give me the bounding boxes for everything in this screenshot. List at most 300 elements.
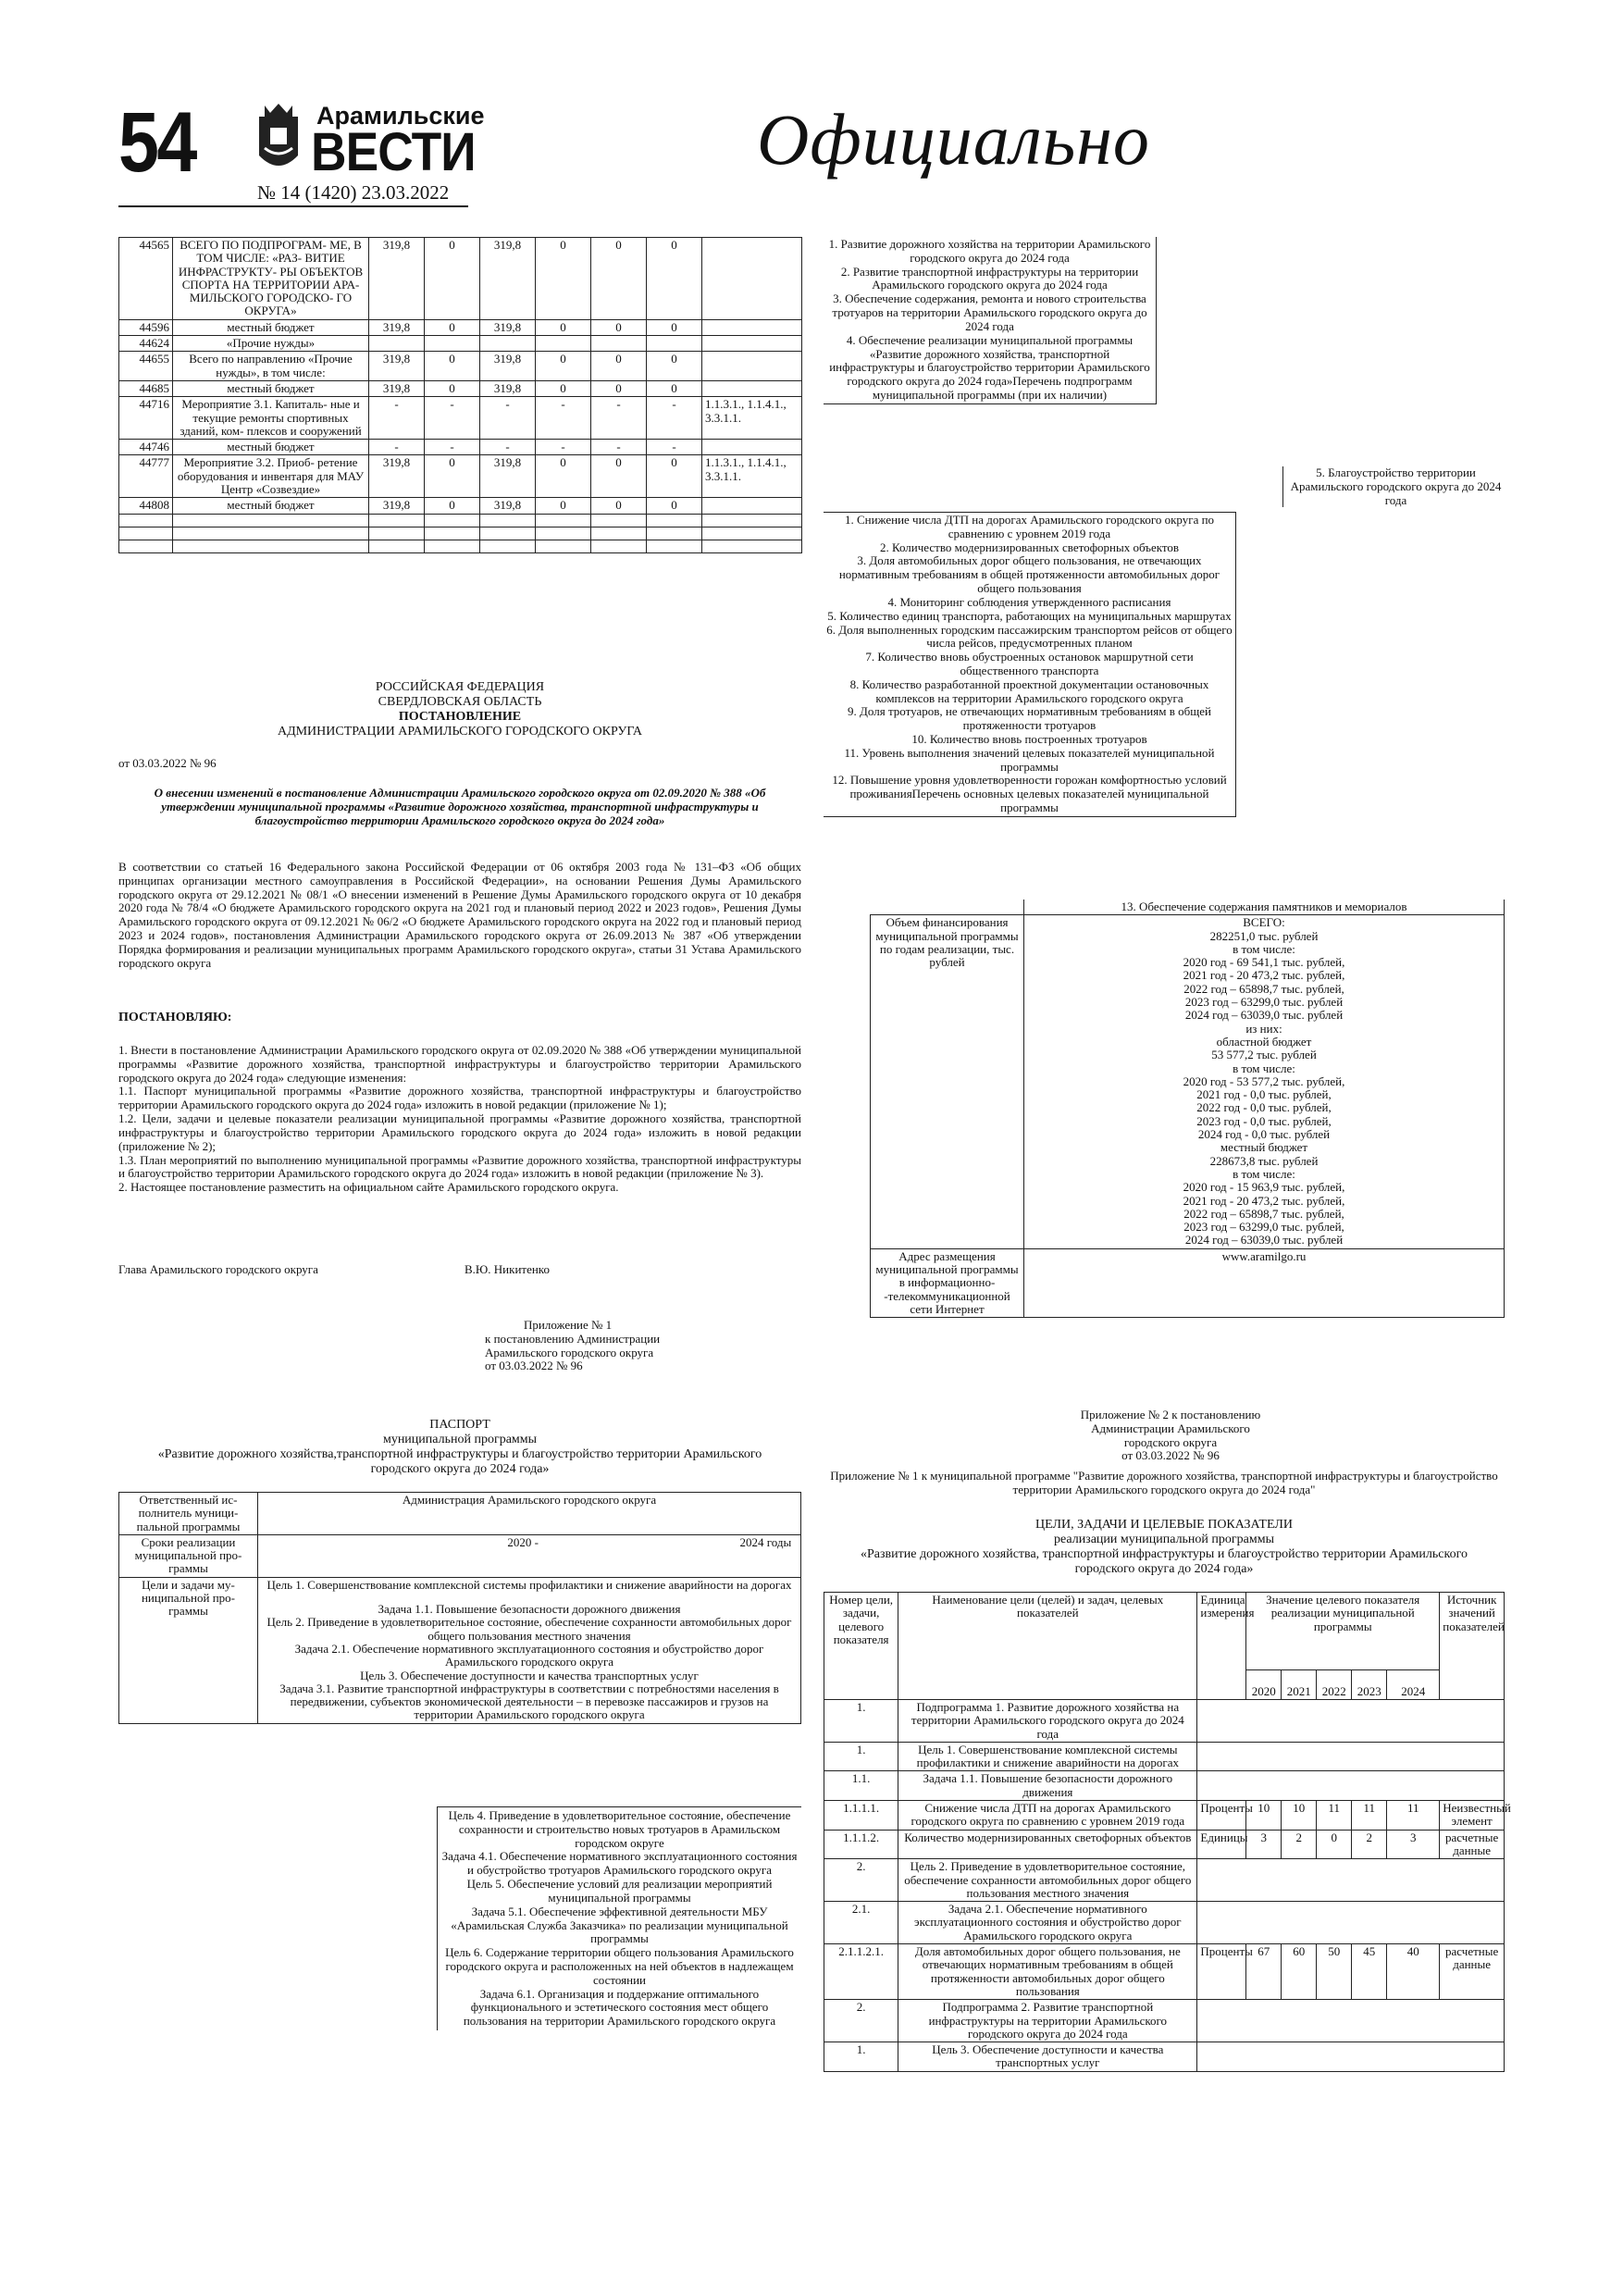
period-value: [258, 1534, 801, 1577]
budget-value-cell: [425, 336, 480, 352]
resolution-item: 1.2. Цели, задачи и целевые показатели реализации муниципальной программы «Развитие дорожного хозяйства, транспортной инфраструктуры и благоустройство территории Арамильского городского округа до 2024 года» изложить в новой редакции (приложение № 2);: [118, 1111, 801, 1153]
period-to: 2024 годы: [739, 1534, 792, 1549]
funding-line: 2024 год – 63039,0 тыс. рублей: [1184, 1008, 1344, 1023]
goals-name-cell: Подпрограмма 1. Развитие дорожного хозяйства на территории Арамильского городского округа до 2024 года: [898, 1700, 1197, 1743]
funding-label: Объем финансирования муниципальной программы по годам реализации, тыс. рублей: [871, 915, 1024, 1248]
goals-label: Цели и задачи му- ниципальной про- граммы: [119, 1577, 258, 1723]
funding-line: в том числе:: [1233, 1166, 1295, 1181]
goals-value-cell: 2: [1282, 1830, 1317, 1859]
target-item: 3. Доля автомобильных дорог общего пользования, не отвечающих нормативным требованиям в общей протяженности автомобильных дорог общего пользования: [838, 553, 1220, 596]
budget-value-cell: -: [425, 440, 480, 455]
funding-line: 282251,0 тыс. рублей: [1209, 928, 1319, 943]
goals-name-cell: Количество модернизированных светофорных объектов: [898, 1830, 1197, 1859]
budget-value-cell: 319,8: [369, 498, 425, 514]
goals-empty-cell: [1197, 1771, 1505, 1801]
goal-line: Задача 2.1. Обеспечение нормативного эксплуатационного состояния и обустройство дорог Арамильского городского округа: [294, 1641, 764, 1669]
funding-line: 2023 год – 63299,0 тыс. рублей,: [1183, 1220, 1344, 1235]
goals-source-cell: расчетные данные: [1440, 1830, 1505, 1859]
col-name-header: Наименование цели (целей) и задач, целевых показателей: [898, 1593, 1197, 1700]
budget-value-cell: -: [369, 397, 425, 440]
budget-value-cell: 0: [591, 498, 647, 514]
budget-value-cell: [647, 514, 702, 527]
resolution-heading: [118, 680, 801, 739]
subprogram-item: 2. Развитие транспортной инфраструктуры на территории Арамильского городского округа до 2024 года: [840, 264, 1139, 292]
target-item: 7. Количество вновь обустроенных остановок маршрутной сети общественного транспорта: [865, 650, 1194, 677]
budget-value-cell: -: [647, 440, 702, 455]
budget-name-cell: [173, 514, 369, 527]
budget-value-cell: [536, 540, 591, 552]
budget-value-cell: [480, 336, 536, 352]
budget-value-cell: 319,8: [480, 352, 536, 381]
budget-code-cell: 44746: [119, 440, 173, 455]
funding-table-wrap: [870, 900, 1505, 1318]
signature-role: Глава Арамильского городского округа: [118, 1262, 318, 1276]
goals-value-cell: 0: [1317, 1830, 1352, 1859]
funding-row: [871, 1248, 1505, 1317]
goals-row: [824, 2000, 1505, 2042]
budget-value-cell: [702, 514, 802, 527]
year-header: 2022: [1317, 1670, 1352, 1700]
budget-value-cell: [647, 336, 702, 352]
col-values-header: Значение целевого показателя реализации муниципальной программы: [1246, 1593, 1440, 1670]
passport-row: [119, 1493, 801, 1535]
target-item: 4. Мониторинг соблюдения утвержденного расписания: [887, 594, 1171, 609]
goals-program: «Развитие дорожного хозяйства, транспортной инфраструктуры и благоустройство территории Арамильского городского округа до 2024 года»: [860, 1546, 1468, 1576]
budget-value-cell: 0: [591, 455, 647, 498]
funding-line: 53 577,2 тыс. рублей: [1211, 1048, 1317, 1062]
budget-name-cell: ВСЕГО ПО ПОДПРОГРАМ- МЕ, В ТОМ ЧИСЛЕ: «РАЗ- ВИТИЕ ИНФРАСТРУКТУ- РЫ ОБЪЕКТОВ СПОРТА НА ТЕРРИТОРИИ АРА- МИЛЬСКОГО ГОРОДСКО- ГО ОКРУГА»: [173, 238, 369, 320]
budget-row: [119, 455, 802, 498]
goals-row: [824, 1859, 1505, 1902]
goals-num-cell: 1.: [824, 1742, 898, 1771]
budget-value-cell: 0: [425, 498, 480, 514]
goals-row: [824, 1902, 1505, 1944]
funding-line: 228673,8 тыс. рублей: [1209, 1153, 1319, 1168]
budget-value-cell: [702, 380, 802, 396]
goals-name-cell: Снижение числа ДТП на дорогах Арамильского городского округа по сравнению с уровнем 2019 года: [898, 1801, 1197, 1831]
passport-row: [119, 1534, 801, 1577]
budget-value-cell: [536, 527, 591, 540]
funding-line: 2020 год - 15 963,9 тыс. рублей,: [1183, 1180, 1345, 1195]
budget-value-cell: [369, 527, 425, 540]
goal-line: Задача 5.1. Обеспечение эффективной деятельности МБУ «Арамильская Служба Заказчика» по реализации муниципальной программы: [451, 1904, 788, 1946]
budget-value-cell: [591, 336, 647, 352]
budget-value-cell: 0: [647, 238, 702, 320]
appendix1-line: от 03.03.2022 № 96: [485, 1359, 583, 1373]
budget-value-cell: 319,8: [369, 380, 425, 396]
budget-value-cell: 0: [536, 238, 591, 320]
appendix2-line: Приложение № 2 к постановлению: [1080, 1408, 1261, 1421]
goal-line: Цель 4. Приведение в удовлетворительное состояние, обеспечение сохранности и строительство новых тротуаров в Арамильском городском округе: [448, 1808, 791, 1850]
budget-value-cell: 319,8: [480, 498, 536, 514]
budget-code-cell: [119, 514, 173, 527]
budget-value-cell: 0: [647, 455, 702, 498]
target-item: 1. Снижение числа ДТП на дорогах Арамильского городского округа по сравнению с уровнем 2019 года: [844, 513, 1215, 540]
goals-name-cell: Подпрограмма 2. Развитие транспортной инфраструктуры на территории Арамильского городского округа до 2024 года: [898, 2000, 1197, 2042]
goals-num-cell: 2.: [824, 1859, 898, 1902]
budget-name-cell: [173, 527, 369, 540]
budget-value-cell: 0: [591, 319, 647, 335]
col-unit-header: Единица измерения: [1197, 1593, 1246, 1700]
target-item: 6. Доля выполненных городским пассажирским транспортом рейсов от общего числа рейсов, предусмотренных планом: [826, 622, 1233, 651]
goal-line: Цель 6. Содержание территории общего пользования Арамильского городского округа и расположенных на ней объектов в надлежащем состоянии: [445, 1945, 794, 1987]
goal-line: Задача 1.1. Повышение безопасности дорожного движения: [378, 1602, 681, 1617]
budget-value-cell: [591, 527, 647, 540]
passport-title: ПАСПОРТ: [429, 1418, 490, 1432]
goals-name-cell: Доля автомобильных дорог общего пользования, не отвечающих нормативным требованиям в общей протяженности автомобильных дорог общего пользования: [898, 1944, 1197, 2000]
funding-line: областной бюджет: [1216, 1034, 1312, 1049]
goals-empty-cell: [1197, 1742, 1505, 1771]
budget-value-cell: [702, 498, 802, 514]
target-item: 5. Количество единиц транспорта, работающих на муниципальных маршрутах: [827, 608, 1232, 623]
budget-value-cell: [702, 352, 802, 381]
target-item: 10. Количество вновь построенных тротуаров: [911, 732, 1147, 746]
goals-value-cell: 40: [1387, 1944, 1440, 2000]
goals-value-cell: 10: [1282, 1801, 1317, 1831]
passport-heading: [118, 1418, 801, 1477]
subprogram-item: 4. Обеспечение реализации муниципальной программы «Развитие дорожного хозяйства, транспортной инфраструктуры и благоустройство территории Арамильского городского округа до 2024 года»Перечень подпрограмм муниципальной программы (при их наличии): [829, 332, 1150, 402]
funding-line: из них:: [1245, 1021, 1282, 1036]
goals-num-cell: 2.1.: [824, 1902, 898, 1944]
goals-table-wrap: [824, 1592, 1511, 2072]
funding-line: 2022 год – 65898,7 тыс. рублей,: [1183, 1206, 1344, 1221]
budget-value-cell: -: [480, 440, 536, 455]
budget-row: [119, 352, 802, 381]
budget-value-cell: [591, 540, 647, 552]
goals-value-cell: 10: [1246, 1801, 1282, 1831]
budget-value-cell: 0: [536, 455, 591, 498]
budget-code-cell: 44624: [119, 336, 173, 352]
goals-num-cell: 2.: [824, 2000, 898, 2042]
appendix1-line: Приложение № 1: [524, 1318, 613, 1332]
budget-code-cell: [119, 527, 173, 540]
goals-num-cell: 1.: [824, 2042, 898, 2072]
budget-value-cell: [425, 527, 480, 540]
funding-line: 2022 год - 0,0 тыс. рублей,: [1196, 1100, 1332, 1115]
budget-value-cell: 319,8: [480, 319, 536, 335]
budget-value-cell: 0: [536, 319, 591, 335]
subprogram-5: 5. Благоустройство территории Арамильского городского округа до 2024 года: [1282, 466, 1505, 507]
target-item: 9. Доля тротуаров, не отвечающих нормативным требованиям в общей протяженности тротуаров: [848, 704, 1211, 733]
goals-value-cell: 3: [1246, 1830, 1282, 1859]
logo-main-text: ВЕСТИ: [311, 122, 476, 182]
budget-value-cell: [647, 527, 702, 540]
budget-name-cell: Всего по направлению «Прочие нужды», в том числе:: [173, 352, 369, 381]
goals-title: ЦЕЛИ, ЗАДАЧИ И ЦЕЛЕВЫЕ ПОКАЗАТЕЛИ: [1035, 1518, 1293, 1532]
budget-code-cell: 44716: [119, 397, 173, 440]
resolution-item: 1.3. План мероприятий по выполнению муниципальной программы «Развитие дорожного хозяйства, транспортной инфраструктуры и благоустройство территории Арамильского городского округа до 2024 года» изложить в новой редакции (приложение № 3).: [118, 1152, 801, 1181]
budget-value-cell: 0: [647, 319, 702, 335]
col-num-header: Номер цели, задачи, целевого показателя: [824, 1593, 898, 1700]
budget-code-cell: [119, 540, 173, 552]
region: СВЕРДЛОВСКАЯ ОБЛАСТЬ: [378, 694, 542, 709]
goals-value-cell: 45: [1352, 1944, 1387, 2000]
address-value: www.aramilgo.ru: [1024, 1248, 1505, 1317]
year-header: 2021: [1282, 1670, 1317, 1700]
goals-source-cell: расчетные данные: [1440, 1944, 1505, 2000]
budget-value-cell: -: [591, 397, 647, 440]
goals-num-cell: 1.: [824, 1700, 898, 1743]
budget-row: [119, 540, 802, 552]
budget-value-cell: -: [536, 440, 591, 455]
goals-num-cell: 1.1.1.1.: [824, 1801, 898, 1831]
goals-name-cell: Цель 2. Приведение в удовлетворительное состояние, обеспечение сохранности автомобильных дорог общего пользования местного значения: [898, 1859, 1197, 1902]
subprograms-box: [824, 237, 1157, 404]
goals-name-cell: Задача 2.1. Обеспечение нормативного эксплуатационного состояния и обустройство дорог Арамильского городского округа: [898, 1902, 1197, 1944]
funding-table: [870, 900, 1505, 1318]
targets-box: [824, 512, 1236, 817]
budget-name-cell: «Прочие нужды»: [173, 336, 369, 352]
year-header: 2024: [1387, 1670, 1440, 1700]
budget-value-cell: [591, 514, 647, 527]
goal-line: Цель 1. Совершенствование комплексной системы профилактики и снижение аварийности на дорогах: [266, 1577, 792, 1592]
budget-value-cell: 319,8: [480, 380, 536, 396]
goals-row: [824, 1801, 1505, 1831]
budget-value-cell: [480, 527, 536, 540]
goals-header-row: [824, 1593, 1505, 1670]
budget-value-cell: 319,8: [369, 352, 425, 381]
goals-num-cell: 2.1.1.2.1.: [824, 1944, 898, 2000]
appendix2-line: от 03.03.2022 № 96: [1121, 1448, 1220, 1463]
executor-label: Ответственный ис- полнитель муници- пальной программы: [119, 1493, 258, 1535]
goals-empty-cell: [1197, 2042, 1505, 2072]
goals-value-cell: 11: [1317, 1801, 1352, 1831]
decree-word: ПОСТАНОВЛЯЮ:: [118, 1011, 232, 1024]
goals-unit-cell: Единицы: [1197, 1830, 1246, 1859]
resolution-items: [118, 1044, 801, 1195]
goals-empty-cell: [1197, 1859, 1505, 1902]
resolution-item: 1.1. Паспорт муниципальной программы «Развитие дорожного хозяйства, транспортной инфраструктуры и благоустройство территории Арамильского городского округа до 2024 года» изложить в новой редакции (приложение № 1);: [118, 1084, 801, 1112]
period-from: 2020 -: [507, 1534, 539, 1549]
col-source-header: Источник значений показателей: [1440, 1593, 1505, 1700]
page-number: 54: [118, 95, 195, 190]
year-header: 2020: [1246, 1670, 1282, 1700]
doc-type: ПОСТАНОВЛЕНИЕ: [398, 709, 522, 724]
budget-value-cell: -: [536, 397, 591, 440]
funding-line: 2022 год – 65898,7 тыс. рублей,: [1183, 981, 1344, 996]
budget-value-cell: -: [369, 440, 425, 455]
subprogram-item: 3. Обеспечение содержания, ремонта и нового строительства тротуаров на территории Арамильского городского округа до 2024 года: [832, 292, 1147, 333]
budget-value-cell: [480, 540, 536, 552]
country: РОССИЙСКАЯ ФЕДЕРАЦИЯ: [375, 680, 545, 694]
budget-value-cell: 0: [425, 238, 480, 320]
passport-program: «Развитие дорожного хозяйства,транспортной инфраструктуры и благоустройство территории Арамильского городского округа до 2024 года»: [157, 1446, 762, 1476]
budget-value-cell: 0: [647, 380, 702, 396]
subprogram-item: 1. Развитие дорожного хозяйства на территории Арамильского городского округа до 2024 года: [828, 237, 1151, 265]
budget-code-cell: 44777: [119, 455, 173, 498]
funding-row: [871, 915, 1505, 1248]
budget-value-cell: [369, 514, 425, 527]
budget-name-cell: местный бюджет: [173, 319, 369, 335]
budget-value-cell: 319,8: [369, 319, 425, 335]
funding-line: 2024 год - 0,0 тыс. рублей: [1197, 1127, 1331, 1142]
goal-line: Цель 2. Приведение в удовлетворительное состояние, обеспечение сохранности автомобильных дорог общего пользования местного значения: [266, 1615, 792, 1643]
budget-value-cell: 0: [647, 498, 702, 514]
budget-value-cell: 319,8: [369, 455, 425, 498]
goals-row: [824, 1742, 1505, 1771]
goals-heading: [824, 1518, 1505, 1577]
budget-value-cell: 319,8: [480, 455, 536, 498]
goals-row: [824, 2042, 1505, 2072]
budget-row: [119, 514, 802, 527]
budget-value-cell: [425, 540, 480, 552]
goals-value-cell: 60: [1282, 1944, 1317, 2000]
goal-line: Задача 3.1. Развитие транспортной инфраструктуры в соответствии с потребностями населения в передвижении, субъектов экономической деятельности – в перевозке пассажиров и грузов на территории Арамильского городского округа: [279, 1681, 779, 1722]
budget-value-cell: [702, 319, 802, 335]
passport-subtitle: муниципальной программы: [382, 1432, 538, 1446]
goals-num-cell: 1.1.1.2.: [824, 1830, 898, 1859]
budget-row: [119, 319, 802, 335]
budget-table-wrap: [118, 237, 801, 553]
passport-table-wrap: [118, 1492, 801, 1724]
target-item: 2. Количество модернизированных светофорных объектов: [879, 540, 1180, 554]
budget-value-cell: 0: [591, 352, 647, 381]
goal-line: Задача 6.1. Организация и поддержание оптимального функционального и эстетического состояния мест общего пользования на территории Арамильского городского округа: [463, 1986, 776, 2029]
budget-value-cell: 0: [425, 352, 480, 381]
goals-source-cell: Неизвестный элемент: [1440, 1801, 1505, 1831]
budget-name-cell: [173, 540, 369, 552]
header-rule: [118, 205, 468, 207]
budget-value-cell: 0: [591, 238, 647, 320]
budget-value-cell: -: [480, 397, 536, 440]
newspaper-logo: [252, 100, 483, 180]
appendix2-block: [1018, 1409, 1323, 1463]
budget-value-cell: -: [591, 440, 647, 455]
funding-line: 2020 год - 53 577,2 тыс. рублей,: [1183, 1074, 1345, 1088]
budget-value-cell: -: [425, 397, 480, 440]
appendix2-ref: Приложение № 1 к муниципальной программе "Развитие дорожного хозяйства, транспортной инфраструктуры и благоустройство территории Арамильского городского округа до 2024 года": [830, 1469, 1498, 1496]
goals-unit-cell: Проценты: [1197, 1944, 1246, 2000]
target-item: 11. Уровень выполнения значений целевых показателей муниципальной программы: [844, 745, 1215, 774]
budget-value-cell: -: [647, 397, 702, 440]
executor-value: Администрация Арамильского городского округа: [258, 1493, 801, 1535]
funding-line: 2024 год – 63039,0 тыс. рублей: [1184, 1233, 1344, 1247]
budget-row: [119, 440, 802, 455]
target-item: 8. Количество разработанной проектной документации остановочных комплексов на территории Арамильского городского округа: [849, 676, 1209, 705]
budget-row: [119, 380, 802, 396]
budget-name-cell: местный бюджет: [173, 440, 369, 455]
appendix1-line: к постановлению Администрации: [485, 1331, 661, 1346]
goals-row: [824, 1771, 1505, 1801]
authority: АДМИНИСТРАЦИИ АРАМИЛЬСКОГО ГОРОДСКОГО ОКРУГА: [277, 724, 643, 738]
goals-name-cell: Задача 1.1. Повышение безопасности дорожного движения: [898, 1771, 1197, 1801]
target-item: 12. Повышение уровня удовлетворенности горожан комфортностью условий проживанияПеречень основных целевых показателей муниципальной программы: [832, 773, 1227, 815]
budget-value-cell: 1.1.3.1., 1.1.4.1., 3.3.1.1.: [702, 397, 802, 440]
date-number: от 03.03.2022 № 96: [118, 756, 217, 770]
budget-code-cell: 44808: [119, 498, 173, 514]
goals-value-cell: 50: [1317, 1944, 1352, 2000]
funding-row: [871, 900, 1505, 915]
goals-value-cell: 11: [1387, 1801, 1440, 1831]
budget-value-cell: 0: [536, 352, 591, 381]
budget-name-cell: местный бюджет: [173, 380, 369, 396]
goals-empty-cell: [1197, 2000, 1505, 2042]
budget-value-cell: [425, 514, 480, 527]
funding-line: 2020 год - 69 541,1 тыс. рублей,: [1183, 955, 1345, 970]
section-title: Официально: [757, 99, 1150, 180]
budget-code-cell: 44596: [119, 319, 173, 335]
budget-row: [119, 498, 802, 514]
goals-value-cell: 3: [1387, 1830, 1440, 1859]
goal-line: Цель 5. Обеспечение условий для реализации мероприятий муниципальной программы: [466, 1877, 773, 1905]
budget-row: [119, 397, 802, 440]
budget-value-cell: [702, 440, 802, 455]
year-header: 2023: [1352, 1670, 1387, 1700]
resolution-title: О внесении изменений в постановление Администрации Арамильского городского округа от 02.09.2020 № 388 «Об утверждении муниципальной программы «Развитие дорожного хозяйства, транспортной инфраструктуры и благоустройство территории Арамильского городского округа до 2024 года»: [154, 786, 766, 827]
goals-subtitle: реализации муниципальной программы: [1053, 1532, 1274, 1546]
budget-value-cell: [702, 238, 802, 320]
budget-name-cell: Мероприятие 3.1. Капиталь- ные и текущие ремонты спортивных зданий, ком- плексов и сооружений: [173, 397, 369, 440]
funding-values: [1024, 915, 1505, 1248]
funding-line: местный бюджет: [1220, 1140, 1308, 1155]
budget-value-cell: 0: [425, 380, 480, 396]
period-label: Сроки реализации муниципальной про- граммы: [119, 1534, 258, 1577]
budget-value-cell: 0: [536, 380, 591, 396]
budget-value-cell: 0: [425, 319, 480, 335]
goals-row: [824, 1830, 1505, 1859]
budget-row: [119, 238, 802, 320]
budget-table: [118, 237, 802, 553]
budget-value-cell: [647, 540, 702, 552]
funding-line: 2023 год – 63299,0 тыс. рублей: [1184, 995, 1344, 1010]
funding-line: ВСЕГО:: [1243, 915, 1285, 930]
budget-value-cell: [702, 527, 802, 540]
goals-empty-cell: [1197, 1902, 1505, 1944]
appendix1-block: [485, 1319, 762, 1373]
funding-line: 2021 год - 20 473,2 тыс. рублей,: [1183, 968, 1345, 983]
budget-code-cell: 44685: [119, 380, 173, 396]
passport-table: [118, 1492, 801, 1724]
budget-value-cell: [369, 540, 425, 552]
target-13: 13. Обеспечение содержания памятников и мемориалов: [1024, 900, 1505, 915]
budget-value-cell: 0: [536, 498, 591, 514]
goals-table: [824, 1592, 1511, 2072]
budget-row: [119, 527, 802, 540]
budget-value-cell: [369, 336, 425, 352]
appendix2-line: Администрации Арамильского: [1091, 1421, 1250, 1435]
goal-line: Цель 3. Обеспечение доступности и качества транспортных услуг: [360, 1668, 699, 1682]
budget-code-cell: 44655: [119, 352, 173, 381]
goals-value: [258, 1577, 801, 1723]
passport-row: [119, 1577, 801, 1723]
goals-row: [824, 1944, 1505, 2000]
goals-value-cell: 2: [1352, 1830, 1387, 1859]
budget-name-cell: Мероприятие 3.2. Приоб- ретение оборудования и инвентаря для МАУ Центр «Созвездие»: [173, 455, 369, 498]
goals-value-cell: 11: [1352, 1801, 1387, 1831]
funding-top-left: [871, 900, 1024, 915]
budget-value-cell: [702, 540, 802, 552]
resolution-preamble: В соответствии со статьей 16 Федерального закона Российской Федерации от 06 октября 2003 года № 131–ФЗ «Об общих принципах организации местного самоуправления в Российской Федерации», на основании Решения Думы Арамильского городского округа от 29.12.2021 № 08/1 «О внесении изменений в Решение Думы Арамильского городского округа от 10 декабря 2020 года № 78/4 «О бюджете Арамильского городского округа на 2021 год и плановый период 2022 и 2023 годов», Решения Думы Арамильского городского округа от 09.12.2021 № 06/2 «О бюджете Арамильского городского округа на 2022 год и плановый период 2023 и 2024 годов», постановления Администрации Арамильского городского округа от 26.09.2013 № 387 «Об утверждении Порядка формирования и реализации муниципальных программ Арамильского городского округа», статьи 31 Устава Арамильского городского округа: [118, 860, 801, 970]
appendix2-line: городского округа: [1123, 1434, 1218, 1449]
budget-code-cell: 44565: [119, 238, 173, 320]
funding-line: 2021 год - 0,0 тыс. рублей,: [1196, 1087, 1332, 1102]
funding-line: 2021 год - 20 473,2 тыс. рублей,: [1183, 1193, 1345, 1208]
coat-of-arms-icon: [252, 100, 305, 180]
appendix1-line: Арамильского городского округа: [485, 1345, 654, 1359]
goals-row: [824, 1700, 1505, 1743]
goals-value-cell: 67: [1246, 1944, 1282, 2000]
budget-value-cell: 1.1.3.1., 1.1.4.1., 3.3.1.1.: [702, 455, 802, 498]
funding-line: в том числе:: [1233, 941, 1295, 956]
goal-line: Задача 4.1. Обеспечение нормативного эксплуатационного состояния и обустройство тротуаров Арамильского городского округа: [441, 1849, 798, 1878]
budget-value-cell: 0: [425, 455, 480, 498]
issue-info: № 14 (1420) 23.03.2022: [257, 181, 450, 204]
goals-continued: [437, 1806, 801, 2030]
logo-top-text: Арамильские: [316, 102, 485, 130]
goals-num-cell: 1.1.: [824, 1771, 898, 1801]
goals-unit-cell: Проценты: [1197, 1801, 1246, 1831]
goals-empty-cell: [1197, 1700, 1505, 1743]
